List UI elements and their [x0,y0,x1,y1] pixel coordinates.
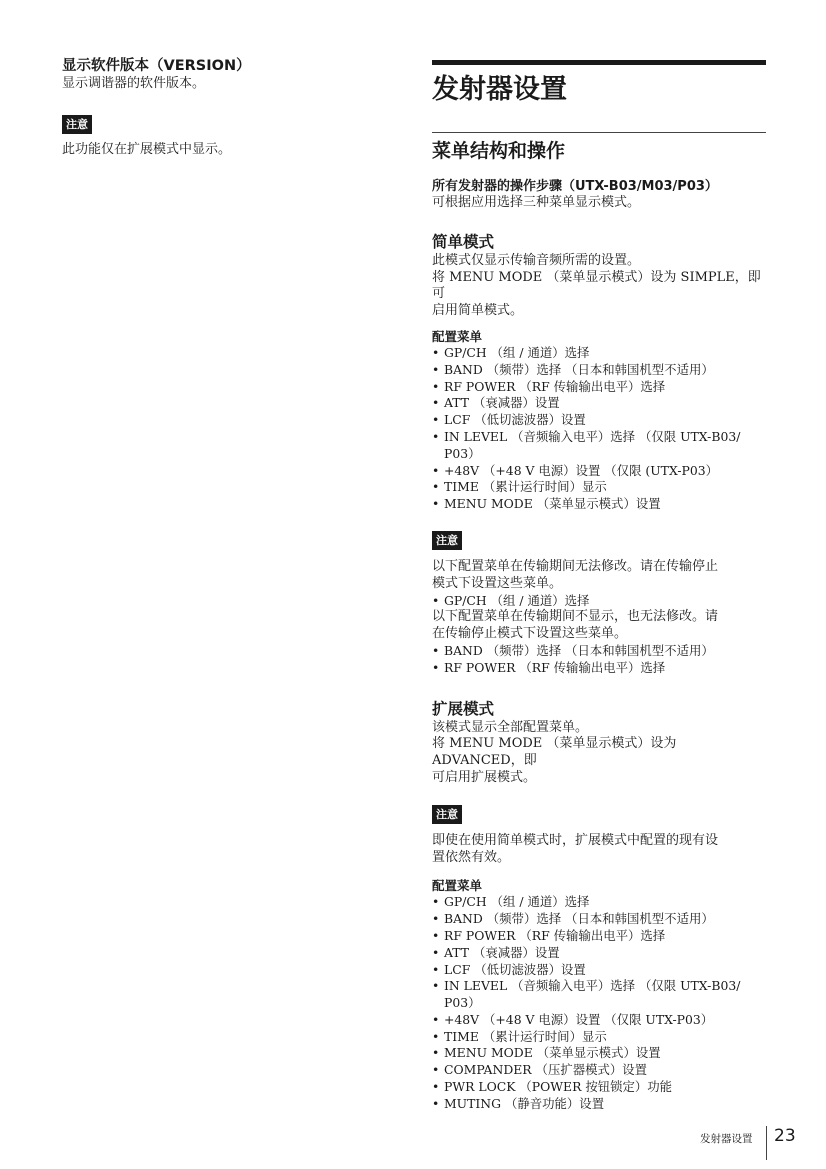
simple-note-l2: 模式下设置这些菜单。 [432,575,563,591]
chapter-title: 发射器设置 [432,74,567,105]
simple-mode-p2b: 启用简单模式。 [432,303,524,319]
advanced-note-l1: 即使在使用简单模式时，扩展模式中配置的现有设 [432,832,719,848]
simple-mode-p2a: 将 MENU MODE （菜单显示模式）设为 SIMPLE，即可 [432,269,761,302]
advanced-note-l2: 置依然有效。 [432,849,511,865]
right-column [432,60,766,1113]
version-heading: 显示软件版本（VERSION） [62,58,251,74]
list-item: • MENU MODE （菜单显示模式）设置 [432,1045,766,1062]
list-item: • BAND （频带）选择 （日本和韩国机型不适用） [432,643,766,660]
list-item: • BAND （频带）选择 （日本和韩国机型不适用） [432,911,766,928]
list-item: • TIME （累计运行时间）显示 [432,479,766,496]
simple-menu-list [432,345,766,513]
list-item: • TIME （累计运行时间）显示 [432,1029,766,1046]
list-item: • MENU MODE （菜单显示模式）设置 [432,496,766,513]
list-item: • +48V （+48 V 电源）设置 （仅限 (UTX-P03） [432,463,766,480]
chapter-rule [432,60,766,65]
footer-divider [766,1126,767,1160]
list-item: • RF POWER （RF 传输输出电平）选择 [432,379,766,396]
section-rule [432,132,766,133]
left-column [62,56,402,159]
list-item: • ATT （衰减器）设置 [432,395,766,412]
list-item: • GP/CH （组 / 通道）选择 [432,593,766,610]
list-item-continuation: P03） [444,995,481,1011]
left-note-text: 此功能仅在扩展模式中显示。 [62,141,232,157]
all-transmitters-heading: 所有发射器的操作步骤（UTX-B03/M03/P03） [432,179,718,194]
advanced-mode-p2a: 将 MENU MODE （菜单显示模式）设为 ADVANCED，即 [432,736,677,769]
list-item: • IN LEVEL （音频输入电平）选择 （仅限 UTX-B03/ [432,978,766,995]
simple-note-block [432,529,766,550]
simple-mode-p1: 此模式仅显示传输音频所需的设置。 [432,252,641,268]
simple-note-l1: 以下配置菜单在传输期间无法修改。请在传输停止 [432,558,719,574]
simple-note-l3: 以下配置菜单在传输期间不显示，也无法修改。请 [432,609,719,625]
all-transmitters-desc: 可根据应用选择三种菜单显示模式。 [432,195,641,210]
footer-section-label: 发射器设置 [700,1133,753,1145]
advanced-mode-title: 扩展模式 [432,699,495,718]
list-item: • +48V （+48 V 电源）设置 （仅限 UTX-P03） [432,1012,766,1029]
list-item: • RF POWER （RF 传输输出电平）选择 [432,660,766,677]
list-item: • IN LEVEL （音频输入电平）选择 （仅限 UTX-B03/ [432,429,766,446]
advanced-mode-p1: 该模式显示全部配置菜单。 [432,719,589,735]
advanced-note-block [432,803,766,824]
left-note-block [62,113,402,134]
note-badge: 注意 [432,805,462,824]
simple-note-l4: 在传输停止模式下设置这些菜单。 [432,626,628,642]
list-item: • RF POWER （RF 传输输出电平）选择 [432,928,766,945]
note-badge: 注意 [62,115,92,134]
list-item: • LCF （低切滤波器）设置 [432,412,766,429]
version-description: 显示调谐器的软件版本。 [62,76,206,91]
list-item: • ATT （衰减器）设置 [432,945,766,962]
list-item: • COMPANDER （压扩器模式）设置 [432,1062,766,1079]
list-item: • BAND （频带）选择 （日本和韩国机型不适用） [432,362,766,379]
simple-note-list2 [432,643,766,677]
advanced-menu-list [432,894,766,1112]
list-item: • GP/CH （组 / 通道）选择 [432,345,766,362]
section-title: 菜单结构和操作 [432,140,566,162]
advanced-menu-title: 配置菜单 [432,878,483,894]
simple-menu-title: 配置菜单 [432,328,483,344]
page-number: 23 [774,1126,796,1146]
list-item: • PWR LOCK （POWER 按钮锁定）功能 [432,1079,766,1096]
list-item: • MUTING （静音功能）设置 [432,1096,766,1113]
note-badge: 注意 [432,531,462,550]
list-item: • LCF （低切滤波器）设置 [432,962,766,979]
list-item-continuation: P03） [444,445,481,461]
simple-note-list1 [432,593,766,610]
advanced-mode-p2b: 可启用扩展模式。 [432,769,537,785]
list-item: • GP/CH （组 / 通道）选择 [432,894,766,911]
simple-mode-title: 简单模式 [432,232,495,251]
